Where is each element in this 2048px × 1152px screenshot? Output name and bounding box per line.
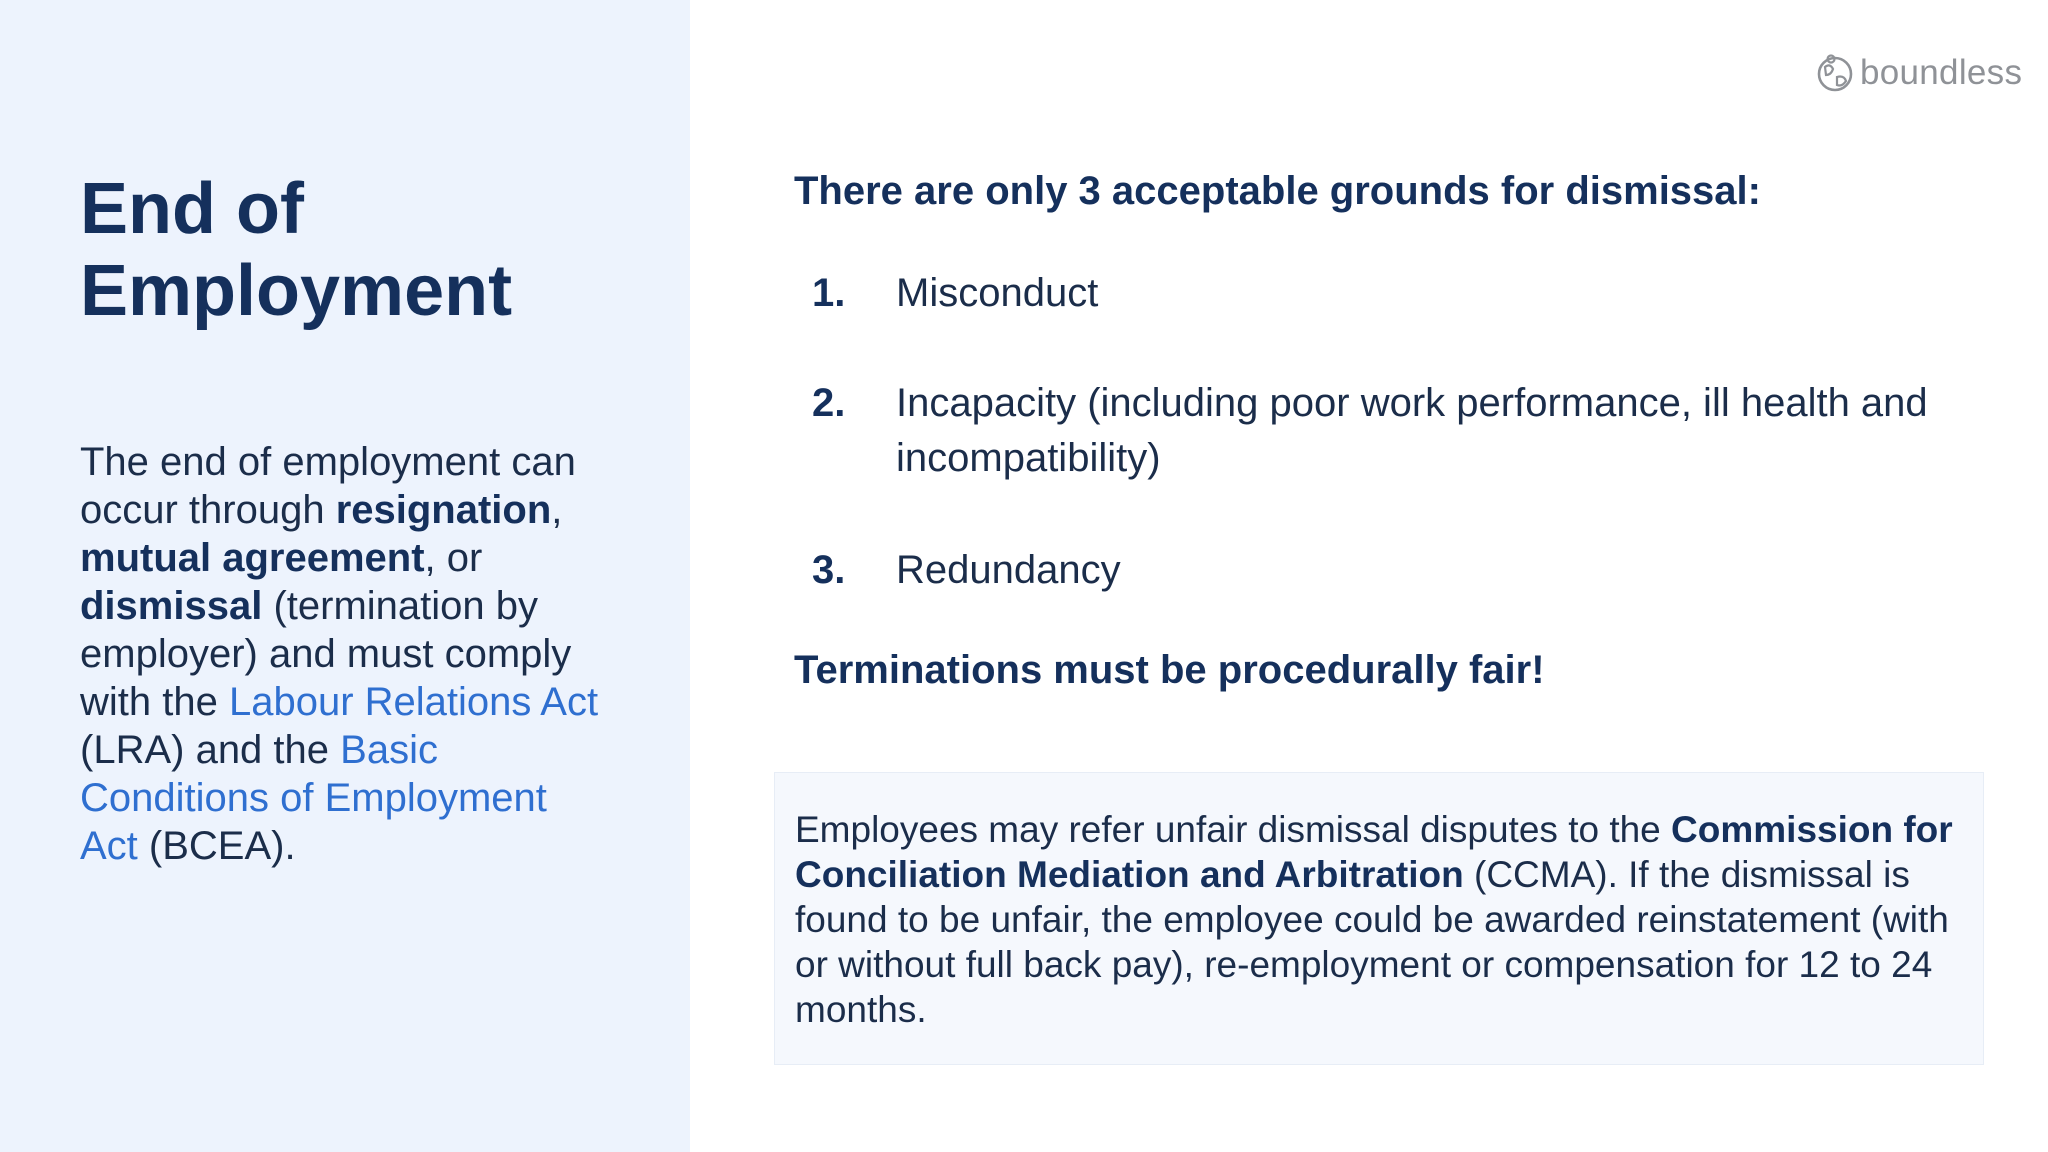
intro-bold-dismissal: dismissal (80, 584, 263, 628)
intro-paragraph (80, 438, 600, 870)
intro-text-4: (termination by employer) and must comply with the (80, 584, 572, 724)
boundless-globe-icon (1816, 53, 1854, 93)
list-item (794, 543, 1974, 598)
intro-text-2: , (551, 488, 563, 532)
title-line-1: End of (80, 169, 304, 249)
list-item (794, 266, 1974, 321)
procedural-fairness-note: Terminations must be procedurally fair! (794, 648, 1545, 692)
bcea-link[interactable]: Basic Conditions of Employment Act (80, 728, 547, 868)
intro-text-3: , or (424, 536, 483, 580)
ccma-callout-box (774, 772, 1984, 1065)
intro-bold-resignation: resignation (335, 488, 552, 532)
logo-text: boundless (1860, 53, 2023, 92)
intro-text-6: (BCEA). (137, 824, 296, 868)
list-text: Incapacity (including poor work performance, ill health and incompatibility) (896, 381, 1928, 480)
callout-text-2: (CCMA). If the dismissal is found to be unfair, the employee could be awarded reinstatement (with or without full back pay), re-employment or compensation for 12 to 24 months. (795, 854, 1949, 1030)
list-number: 1. (812, 271, 846, 315)
list-text: Redundancy (896, 548, 1121, 592)
intro-bold-mutual-agreement: mutual agreement (80, 536, 425, 580)
lra-link[interactable]: Labour Relations Act (228, 680, 599, 724)
callout-bold-ccma: Commission for Conciliation Mediation and Arbitration (795, 809, 1953, 895)
page-title (80, 168, 660, 332)
left-panel (0, 0, 690, 1152)
list-text: Misconduct (896, 271, 1099, 315)
grounds-heading: There are only 3 acceptable grounds for dismissal: (794, 169, 1761, 213)
callout-text-1: Employees may refer unfair dismissal disputes to the (795, 809, 1672, 850)
boundless-logo (1816, 48, 2022, 98)
list-number: 3. (812, 548, 846, 592)
title-line-2: Employment (80, 251, 513, 331)
list-item (794, 376, 1974, 486)
intro-text-1: The end of employment can occur through (80, 440, 576, 532)
intro-text-5: (LRA) and the (80, 728, 341, 772)
list-number: 2. (812, 381, 846, 425)
